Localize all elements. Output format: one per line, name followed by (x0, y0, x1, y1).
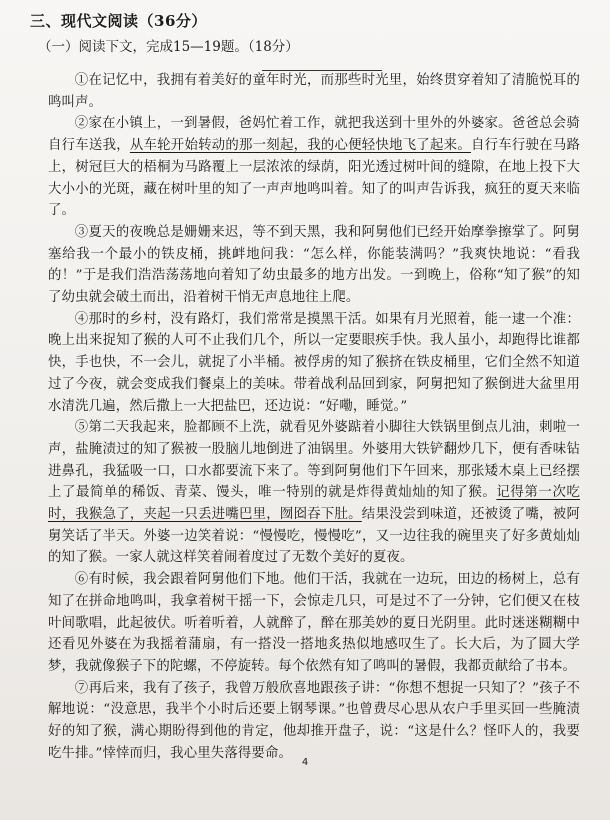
paragraph-4 (48, 309, 580, 418)
underlined-sentence: 从车轮开始转动的那一刻起，我的心便轻快地飞了起来。 (129, 138, 471, 154)
paragraph-3 (48, 222, 580, 309)
paragraph-text: ②家在小镇上，一到暑假，爸妈忙着工作，就把我送到十里外的外婆家。爸爸总会骑自行车送我， (48, 116, 580, 154)
question-instruction: （一）阅读下文，完成15—19题。（18分） (38, 39, 299, 55)
paragraph-text: ③夏天的夜晚总是姗姗来迟，等不到天黑，我和阿舅他们已经开始摩拳擦掌了。阿舅塞给我一个最小的铁皮桶，挑衅地问我：“怎么样，你能装满吗？”我爽快地说：“看我的！”于是我们浩浩荡荡地向着知了幼虫最多的地方出发。一到晚上，俗称“知了猴”的知了幼虫就会破土而出，沿着树干悄无声息地往上爬。 (48, 224, 580, 306)
paragraph-5 (48, 417, 580, 569)
page-number: 4 (301, 757, 309, 768)
section-title: 三、现代文阅读（36分） (30, 12, 207, 30)
paragraph-7 (48, 678, 580, 765)
paragraph-1 (48, 70, 580, 113)
underlined-sentence: 记得第一次吃时，我猴急了，夹起一只丢进嘴巴里，囫囵吞下肚。 (48, 485, 580, 523)
paragraph-text: 结果没尝到味道，还被烫了嘴，被阿舅笑话了半天。外婆一边笑着说：“慢慢吃，慢慢吃”，又一边往我的碗里夹了好多黄灿灿的知了猴。一家人就这样笑着闹着度过了无数个美好的夏夜。 (48, 507, 580, 566)
paragraph-text: ⑤第二天我起来，脸都顾不上洗，就看见外婆踮着小脚往大铁锅里倒点儿油，刺啦一声，盐腌渍过的知了猴被一股脑儿地倒进了油锅里。外婆用大铁铲翻炒几下，便有香味钻进鼻孔，我猛吸一口，口水都要流下来了。等到阿舅他们下午回来，那张矮木桌上已经摆上了最简单的稀饭、青菜、馒头，唯一特别的就是炸得黄灿灿的知了猴。 (48, 420, 580, 501)
paragraph-text: ①在记忆中，我拥有着美好的童年时光，而那些时光里，始终贯穿着知了清脆悦耳的鸣叫声。 (48, 73, 580, 110)
paragraph-2 (48, 113, 580, 222)
paragraph-6 (48, 569, 580, 678)
paragraph-text: ⑥有时候，我会跟着阿舅他们下地。他们干活，我就在一边玩，田边的杨树上，总有知了在拼命地鸣叫，我拿着树干摇一下，会惊走几只，可是过不了一分钟，它们便又在枝叶间歌唱，此起彼伏。听着听着，人就醉了，醉在那美妙的夏日光阴里。此时迷迷糊糊中还看见外婆在为我摇着蒲扇，有一搭没一搭地炙热似地感叹生了。长大后，为了圆大学梦，我就像猴子下的陀螺，不停旋转。每个依然有知了鸣叫的暑假，我都贡献给了书本。 (48, 572, 580, 674)
paragraph-text: ④那时的乡村，没有路灯，我们常常是摸黑干活。如果有月光照着，能一逮一个准：晚上出来捉知了猴的人可不止我们几个，所以一定要眼疾手快。我人虽小，却跑得比谁都快，手也快，不一会儿，就捉了小半桶。被俘虏的知了猴挤在铁皮桶里，它们全然不知道过了今夜，就会变成我们餐桌上的美味。带着战利品回到家，阿舅把知了猴倒进大盆里用水清洗几遍，然后撒上一大把盐巴，还边说：“好嘞，睡觉。” (48, 311, 580, 414)
paragraph-text: 自行车行驶在马路上，树冠巨大的梧桐为马路覆上一层浓浓的绿荫，阳光透过树叶间的缝隙，在地上投下大大小小的光斑，藏在树叶里的知了一声声地鸣叫着。知了的叫声告诉我，疯狂的夏天来临了。 (48, 138, 581, 219)
paragraph-text: ⑦再后来，我有了孩子，我曾万般欣喜地跟孩子讲：“你想不想捉一只知了？”孩子不解地说：“没意思，我半个小时后还要上钢琴课。”也曾费尽心思从农户手里买回一些腌渍好的知了猴，满心期盼得到他的肯定，他却推开盘子，说：“这是什么？怪吓人的，我要吃牛排。”悻悻而归，我心里失落得要命。 (48, 680, 580, 761)
article-body (48, 70, 580, 765)
